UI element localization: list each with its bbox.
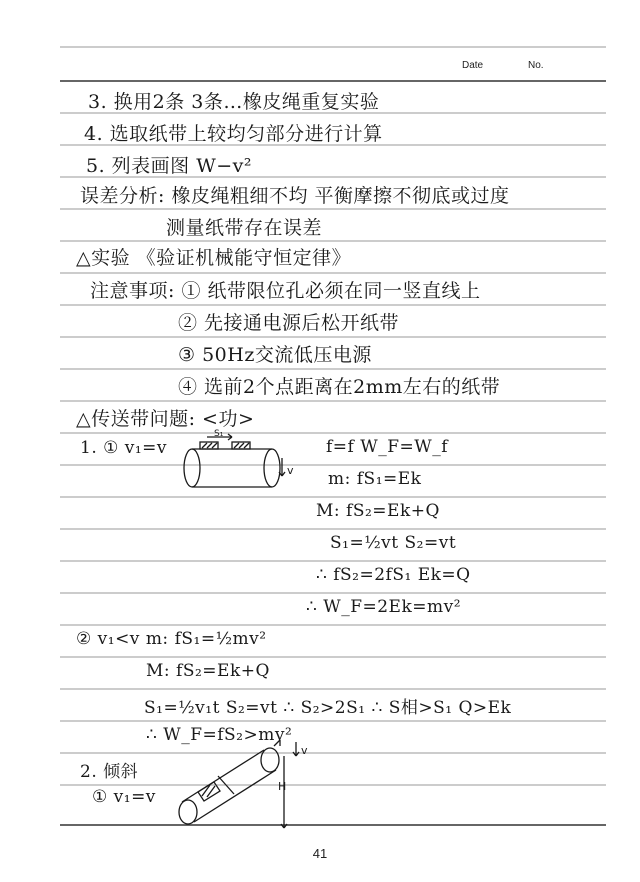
date-label: Date: [462, 60, 484, 71]
eq-displacements: S₁=½vt S₂=vt: [330, 533, 457, 553]
inclined-belt-diagram: [172, 736, 322, 832]
note-line-precaution-3: ③ 50Hz交流低压电源: [178, 344, 372, 366]
eq-work-total: ∴ W_F=2Ek=mv²: [306, 597, 462, 617]
height-label: H: [278, 780, 287, 793]
s1-label: S₁: [214, 429, 224, 439]
page-number: 41: [312, 846, 328, 861]
note-line-step3: 3. 换用2条 3条…橡皮绳重复实验: [88, 91, 380, 113]
note-line-error-analysis: 误差分析: 橡皮绳粗细不均 平衡摩擦不彻底或过度: [80, 185, 510, 207]
belt-speed-label: v: [287, 464, 294, 477]
note-line-step4: 4. 选取纸带上较均匀部分进行计算: [84, 123, 383, 145]
note-line-precaution-1: 注意事项: ① 纸带限位孔必须在同一竖直线上: [90, 280, 481, 302]
note-line-inclined: 2. 倾斜: [80, 762, 139, 782]
note-line-conveyor-heading: △传送带问题: <功>: [76, 408, 255, 430]
eq-ratio: ∴ fS₂=2fS₁ Ek=Q: [316, 565, 471, 585]
note-line-experiment-title: △实验 《验证机械能守恒定律》: [76, 247, 352, 269]
note-line-error-measure: 测量纸带存在误差: [166, 217, 323, 239]
note-line-inclined-case1: ① v₁=v: [92, 787, 156, 807]
eq-case2-work: ∴ W_F=fS₂>mv²: [146, 725, 293, 745]
eq-case2-belt: M: fS₂=Ek+Q: [146, 661, 270, 681]
inclined-belt-speed-label: v: [301, 744, 308, 757]
note-line-precaution-4: ④ 选前2个点距离在2mm左右的纸带: [178, 376, 501, 398]
number-label: No.: [528, 60, 544, 71]
eq-forces: f=f W_F=W_f: [326, 437, 449, 457]
note-line-step5: 5. 列表画图 W−v²: [86, 155, 253, 177]
eq-belt-energy: M: fS₂=Ek+Q: [316, 501, 440, 521]
eq-block-energy: m: fS₁=Ek: [328, 469, 422, 489]
horizontal-belt-diagram: [180, 428, 300, 498]
note-line-case1: 1. ① v₁=v: [80, 438, 168, 458]
eq-case2-displacements: S₁=½v₁t S₂=vt ∴ S₂>2S₁ ∴ S相>S₁ Q>Ek: [144, 698, 512, 718]
note-line-case2: ② v₁<v m: fS₁=½mv²: [76, 629, 267, 649]
note-line-precaution-2: ② 先接通电源后松开纸带: [178, 312, 400, 334]
